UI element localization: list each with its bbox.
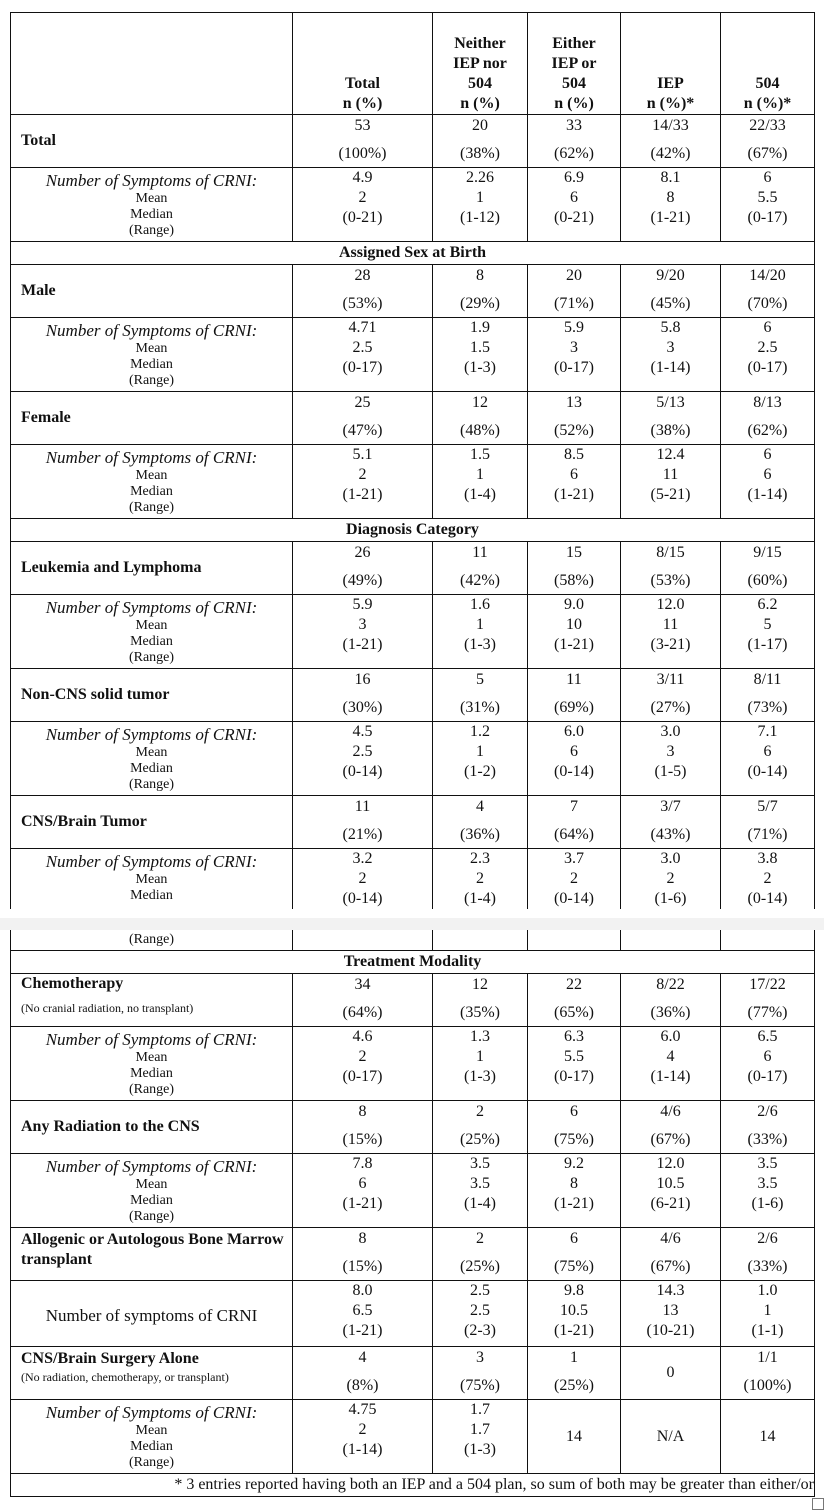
symptoms-cell: 1.9 1.5 (1-3) (433, 318, 528, 392)
count-cell: 4 (36%) (433, 796, 528, 849)
count-cell: 8 (15%) (293, 1101, 433, 1154)
symptoms-cell: 3.0 3 (1-5) (621, 722, 721, 796)
count-cell: 12 (48%) (433, 392, 528, 445)
col-neither-header: Neither IEP nor 504 n (%) (433, 13, 528, 115)
symptoms-cell: N/A (621, 1400, 721, 1474)
symptoms-cell: 2.3 2 (1-4) (433, 849, 528, 910)
col-total-header: Total n (%) (293, 13, 433, 115)
symptoms-label: Number of symptoms of CRNI (11, 1281, 293, 1347)
col-either-header: Either IEP or 504 n (%) (528, 13, 621, 115)
count-cell: 4/6 (67%) (621, 1228, 721, 1281)
count-cell: 13 (52%) (528, 392, 621, 445)
count-cell: 34 (64%) (293, 974, 433, 1027)
count-cell: 12 (35%) (433, 974, 528, 1027)
symptoms-cell: 7.1 6 (0-14) (721, 722, 815, 796)
symptoms-cell: 6 2.5 (0-17) (721, 318, 815, 392)
symptoms-cell: 6.5 6 (0-17) (721, 1027, 815, 1101)
row-female (11, 392, 815, 445)
count-cell: 2 (25%) (433, 1101, 528, 1154)
row-label: Male (11, 265, 293, 318)
symptoms-cell: 5.8 3 (1-14) (621, 318, 721, 392)
row-radiation-symptoms (11, 1154, 815, 1228)
symptoms-cell: 6 6 (1-14) (721, 445, 815, 519)
symptoms-cell: 12.0 11 (3-21) (621, 595, 721, 669)
row-male (11, 265, 815, 318)
symptoms-cell: 1.7 1.7 (1-3) (433, 1400, 528, 1474)
count-cell: 26 (49%) (293, 542, 433, 595)
symptoms-cell: 3.2 2 (0-14) (293, 849, 433, 910)
count-cell: 5/13 (38%) (621, 392, 721, 445)
row-chemotherapy (11, 974, 815, 1027)
count-cell: 8/22 (36%) (621, 974, 721, 1027)
row-non-cns-symptoms (11, 722, 815, 796)
table-page-2 (0, 930, 824, 1498)
symptoms-label: Number of Symptoms of CRNI: Mean Median (Range) (11, 1400, 293, 1474)
count-cell: 6 (75%) (528, 1101, 621, 1154)
col-iep-header: IEP n (%)* (621, 13, 721, 115)
symptoms-cell: 3.0 2 (1-6) (621, 849, 721, 910)
row-label: Allogenic or Autologous Bone Marrow transplant (11, 1228, 293, 1281)
row-cns-tumor (11, 796, 815, 849)
count-cell: 1/1 (100%) (721, 1347, 815, 1400)
symptoms-cell: 4.6 2 (0-17) (293, 1027, 433, 1101)
count-cell: 15 (58%) (528, 542, 621, 595)
count-cell: 14/33 (42%) (621, 115, 721, 168)
row-label: Any Radiation to the CNS (11, 1101, 293, 1154)
symptoms-cell: 4.71 2.5 (0-17) (293, 318, 433, 392)
section-sex: Assigned Sex at Birth (11, 242, 815, 265)
count-cell: 3/7 (43%) (621, 796, 721, 849)
page-break (0, 918, 824, 930)
symptoms-cell: 3.7 2 (0-14) (528, 849, 621, 910)
symptoms-label: Number of Symptoms of CRNI: Mean Median (11, 849, 293, 910)
symptoms-cell: 6.3 5.5 (0-17) (528, 1027, 621, 1101)
row-label: Total (11, 115, 293, 168)
count-cell: 22 (65%) (528, 974, 621, 1027)
count-cell: 11 (21%) (293, 796, 433, 849)
symptoms-label: Number of Symptoms of CRNI: Mean Median (Range) (11, 318, 293, 392)
row-total-symptoms (11, 168, 815, 242)
symptoms-cell: 6.0 6 (0-14) (528, 722, 621, 796)
symptoms-label: Number of Symptoms of CRNI: Mean Median (Range) (11, 1154, 293, 1228)
row-cns-tumor-symptoms (11, 849, 815, 910)
count-cell: 53 (100%) (293, 115, 433, 168)
symptoms-cell: 9.0 10 (1-21) (528, 595, 621, 669)
row-bone-marrow-transplant (11, 1228, 815, 1281)
row-leukemia (11, 542, 815, 595)
symptoms-cell: 8.5 6 (1-21) (528, 445, 621, 519)
symptoms-cell: 6.0 4 (1-14) (621, 1027, 721, 1101)
row-non-cns (11, 669, 815, 722)
count-cell: 4/6 (67%) (621, 1101, 721, 1154)
count-cell: 8 (29%) (433, 265, 528, 318)
symptoms-cell: 9.8 10.5 (1-21) (528, 1281, 621, 1347)
symptoms-cell: 3.5 3.5 (1-4) (433, 1154, 528, 1228)
count-cell: 25 (47%) (293, 392, 433, 445)
symptoms-cell: 6.2 5 (1-17) (721, 595, 815, 669)
footnote-row (11, 1474, 815, 1497)
count-cell: 1 (25%) (528, 1347, 621, 1400)
count-cell: 8/15 (53%) (621, 542, 721, 595)
count-cell: 0 (621, 1347, 721, 1400)
results-table-part-1 (10, 12, 815, 909)
row-chemotherapy-symptoms (11, 1027, 815, 1101)
count-cell: 2/6 (33%) (721, 1101, 815, 1154)
symptoms-cell: 8.0 6.5 (1-21) (293, 1281, 433, 1347)
row-surgery-alone-symptoms (11, 1400, 815, 1474)
count-cell: 3/11 (27%) (621, 669, 721, 722)
symptoms-label: Number of Symptoms of CRNI: Mean Median (Range) (11, 595, 293, 669)
count-cell: 11 (69%) (528, 669, 621, 722)
symptoms-cell: 12.4 11 (5-21) (621, 445, 721, 519)
symptoms-cell: 1.0 1 (1-1) (721, 1281, 815, 1347)
count-cell: 5 (31%) (433, 669, 528, 722)
section-diagnosis: Diagnosis Category (11, 519, 815, 542)
row-bone-marrow-transplant-symptoms (11, 1281, 815, 1347)
symptoms-label: Number of Symptoms of CRNI: Mean Median (Range) (11, 445, 293, 519)
count-cell: 9/15 (60%) (721, 542, 815, 595)
symptoms-cell: 1.6 1 (1-3) (433, 595, 528, 669)
count-cell: 20 (71%) (528, 265, 621, 318)
section-treatment: Treatment Modality (11, 951, 815, 974)
footnote: * 3 entries reported having both an IEP and a 504 plan, so sum of both may be greater than either/or (11, 1474, 815, 1497)
count-cell: 3 (75%) (433, 1347, 528, 1400)
row-label: Non-CNS solid tumor (11, 669, 293, 722)
symptoms-cell: 4.5 2.5 (0-14) (293, 722, 433, 796)
symptoms-cell: 14 (528, 1400, 621, 1474)
symptoms-cell: 14 (721, 1400, 815, 1474)
resize-handle (812, 1498, 824, 1510)
symptoms-cell: 3.5 3.5 (1-6) (721, 1154, 815, 1228)
count-cell: 20 (38%) (433, 115, 528, 168)
symptoms-label: Number of Symptoms of CRNI: Mean Median (Range) (11, 1027, 293, 1101)
symptoms-cell: 5.1 2 (1-21) (293, 445, 433, 519)
count-cell: 11 (42%) (433, 542, 528, 595)
col-504-header: 504 n (%)* (721, 13, 815, 115)
symptoms-cell: 4.9 2 (0-21) (293, 168, 433, 242)
symptoms-cell: 1.5 1 (1-4) (433, 445, 528, 519)
symptoms-cell: 1.2 1 (1-2) (433, 722, 528, 796)
symptoms-cell: 4.75 2 (1-14) (293, 1400, 433, 1474)
count-cell: 28 (53%) (293, 265, 433, 318)
header-row (11, 13, 815, 115)
symptoms-cell: 1.3 1 (1-3) (433, 1027, 528, 1101)
count-cell: 8 (15%) (293, 1228, 433, 1281)
row-label: CNS/Brain Surgery Alone (No radiation, chemotherapy, or transplant) (11, 1347, 293, 1400)
count-cell: 14/20 (70%) (721, 265, 815, 318)
symptoms-cell: 2.26 1 (1-12) (433, 168, 528, 242)
row-label: Chemotherapy (No cranial radiation, no transplant) (11, 974, 293, 1027)
count-cell: 9/20 (45%) (621, 265, 721, 318)
symptoms-cell: 8.1 8 (1-21) (621, 168, 721, 242)
count-cell: 33 (62%) (528, 115, 621, 168)
row-male-symptoms (11, 318, 815, 392)
count-cell: 8/11 (73%) (721, 669, 815, 722)
row-label: CNS/Brain Tumor (11, 796, 293, 849)
symptoms-label: Number of Symptoms of CRNI: Mean Median (Range) (11, 722, 293, 796)
count-cell: 17/22 (77%) (721, 974, 815, 1027)
symptoms-cell: 6 5.5 (0-17) (721, 168, 815, 242)
row-radiation (11, 1101, 815, 1154)
results-table-part-2 (10, 930, 815, 1497)
symptoms-label: Number of Symptoms of CRNI: Mean Median (Range) (11, 168, 293, 242)
row-female-symptoms (11, 445, 815, 519)
count-cell: 2/6 (33%) (721, 1228, 815, 1281)
symptoms-cell: 3.8 2 (0-14) (721, 849, 815, 910)
count-cell: 7 (64%) (528, 796, 621, 849)
range-label: (Range) (11, 930, 293, 951)
count-cell: 5/7 (71%) (721, 796, 815, 849)
header-blank (11, 13, 293, 115)
count-cell: 22/33 (67%) (721, 115, 815, 168)
symptoms-cell: 7.8 6 (1-21) (293, 1154, 433, 1228)
symptoms-cell: 9.2 8 (1-21) (528, 1154, 621, 1228)
count-cell: 6 (75%) (528, 1228, 621, 1281)
symptoms-cell: 6.9 6 (0-21) (528, 168, 621, 242)
row-leukemia-symptoms (11, 595, 815, 669)
count-cell: 8/13 (62%) (721, 392, 815, 445)
row-surgery-alone (11, 1347, 815, 1400)
symptoms-cell: 12.0 10.5 (6-21) (621, 1154, 721, 1228)
row-label: Leukemia and Lymphoma (11, 542, 293, 595)
count-cell: 16 (30%) (293, 669, 433, 722)
row-cns-tumor-range (11, 930, 815, 951)
symptoms-cell: 14.3 13 (10-21) (621, 1281, 721, 1347)
symptoms-cell: 5.9 3 (0-17) (528, 318, 621, 392)
symptoms-cell: 2.5 2.5 (2-3) (433, 1281, 528, 1347)
count-cell: 4 (8%) (293, 1347, 433, 1400)
row-total (11, 115, 815, 168)
row-label: Female (11, 392, 293, 445)
symptoms-cell: 5.9 3 (1-21) (293, 595, 433, 669)
count-cell: 2 (25%) (433, 1228, 528, 1281)
